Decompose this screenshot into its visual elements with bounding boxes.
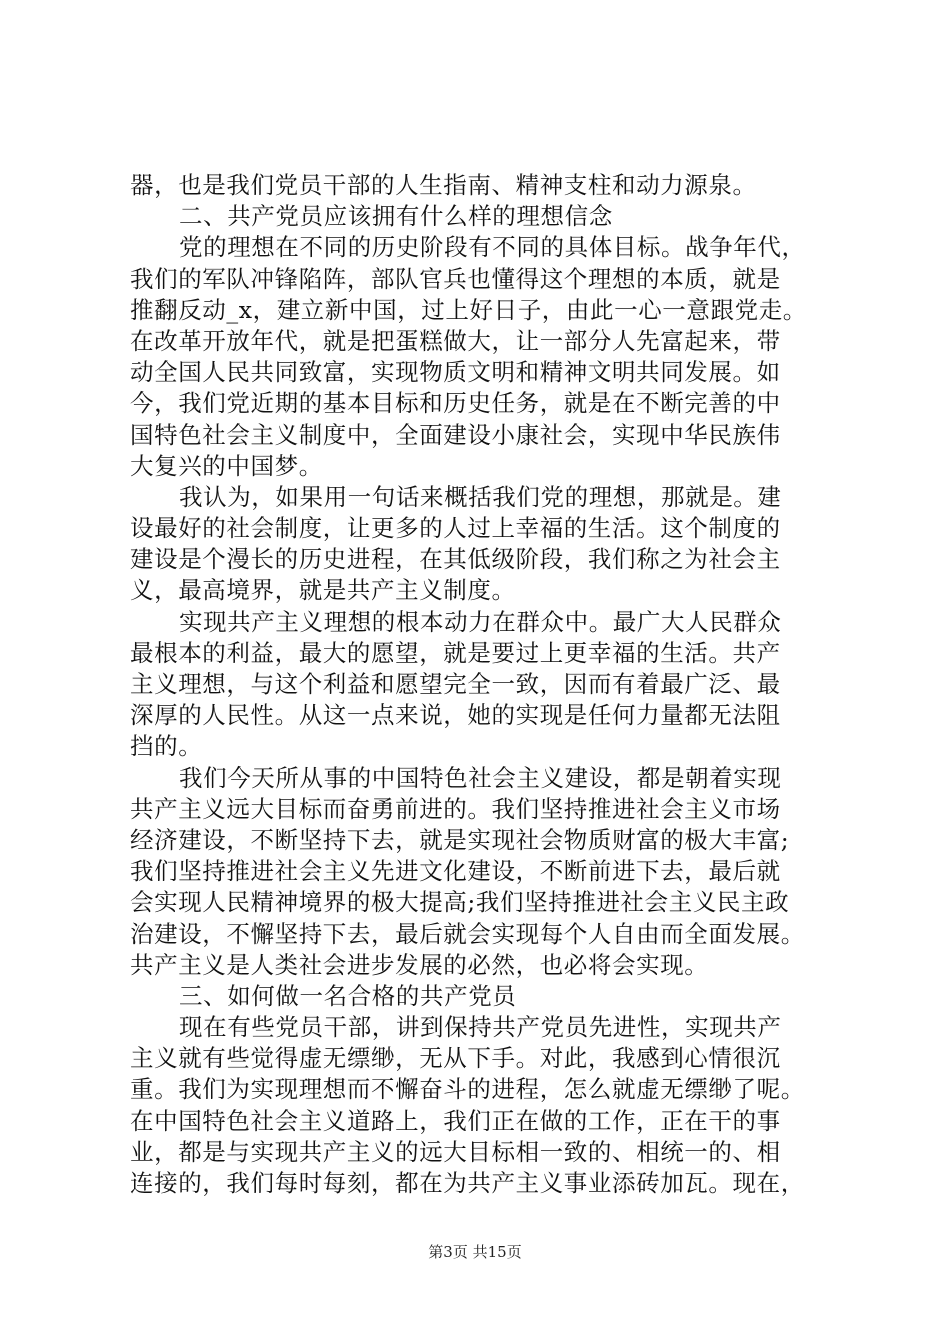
text-line: 挡的。 (130, 732, 203, 761)
text-line: 在改革开放年代，就是把蛋糕做大，让一部分人先富起来，带 (130, 326, 781, 355)
text-line: 主义理想，与这个利益和愿望完全一致，因而有着最广泛、最 (130, 670, 781, 698)
text-line: 二、共产党员应该拥有什么样的理想信念 (179, 202, 613, 231)
text-line: 我们坚持推进社会主义先进文化建设，不断前进下去，最后就 (130, 857, 781, 886)
text-line: 建设是个漫长的历史进程，在其低级阶段，我们称之为社会主 (130, 545, 781, 574)
text-line: 大复兴的中国梦。 (130, 451, 323, 480)
text-line: 连接的，我们每时每刻，都在为共产主义事业添砖加瓦。现在， (130, 1169, 805, 1197)
text-line: 共产主义远大目标而奋勇前进的。我们坚持推进社会主义市场 (130, 794, 781, 823)
text-line: 业，都是与实现共产主义的远大目标相一致的、相统一的、相 (130, 1137, 781, 1166)
text-line: 器，也是我们党员干部的人生指南、精神支柱和动力源泉。 (130, 171, 757, 199)
text-line: 最根本的利益，最大的愿望，就是要过上更幸福的生活。共产 (130, 638, 781, 667)
text-line: 动全国人民共同致富，实现物质文明和精神文明共同发展。如 (130, 358, 781, 387)
text-line: 我们今天所从事的中国特色社会主义建设，都是朝着实现 (179, 763, 782, 792)
text-line: 我们的军队冲锋陷阵，部队官兵也懂得这个理想的本质，就是 (130, 264, 781, 293)
text-line: 设最好的社会制度，让更多的人过上幸福的生活。这个制度的 (130, 514, 781, 543)
text-line: 推翻反动_x，建立新中国，过上好日子，由此一心一意跟党走。 (130, 295, 807, 324)
text-line: 实现共产主义理想的根本动力在群众中。最广大人民群众 (179, 607, 782, 636)
text-line: 主义就有些觉得虚无缥缈，无从下手。对此，我感到心情很沉 (130, 1044, 781, 1073)
text-line: 深厚的人民性。从这一点来说，她的实现是任何力量都无法阻 (130, 701, 781, 730)
text-line: 治建设，不懈坚持下去，最后就会实现每个人自由而全面发展。 (130, 919, 805, 948)
text-line: 在中国特色社会主义道路上，我们正在做的工作，正在干的事 (130, 1106, 781, 1135)
text-line: 重。我们为实现理想而不懈奋斗的进程，怎么就虚无缥缈了呢。 (130, 1075, 805, 1104)
text-line: 今，我们党近期的基本目标和历史任务，就是在不断完善的中 (130, 389, 781, 418)
text-line: 共产主义是人类社会进步发展的必然，也必将会实现。 (130, 950, 709, 979)
text-line: 经济建设，不断坚持下去，就是实现社会物质财富的极大丰富; (130, 825, 790, 854)
text-line: 我认为，如果用一句话来概括我们党的理想，那就是。建 (179, 482, 782, 511)
page-footer: 第3页 共15页 (428, 1243, 522, 1261)
document-body (130, 170, 832, 1199)
text-line: 义，最高境界，就是共产主义制度。 (130, 576, 516, 605)
text-line: 党的理想在不同的历史阶段有不同的具体目标。战争年代， (179, 233, 806, 262)
text-line: 会实现人民精神境界的极大提高;我们坚持推进社会主义民主政 (130, 888, 790, 917)
text-line: 三、如何做一名合格的共产党员 (179, 981, 517, 1010)
text-line: 国特色社会主义制度中，全面建设小康社会，实现中华民族伟 (130, 420, 781, 449)
text-line: 现在有些党员干部，讲到保持共产党员先进性，实现共产 (179, 1013, 782, 1042)
